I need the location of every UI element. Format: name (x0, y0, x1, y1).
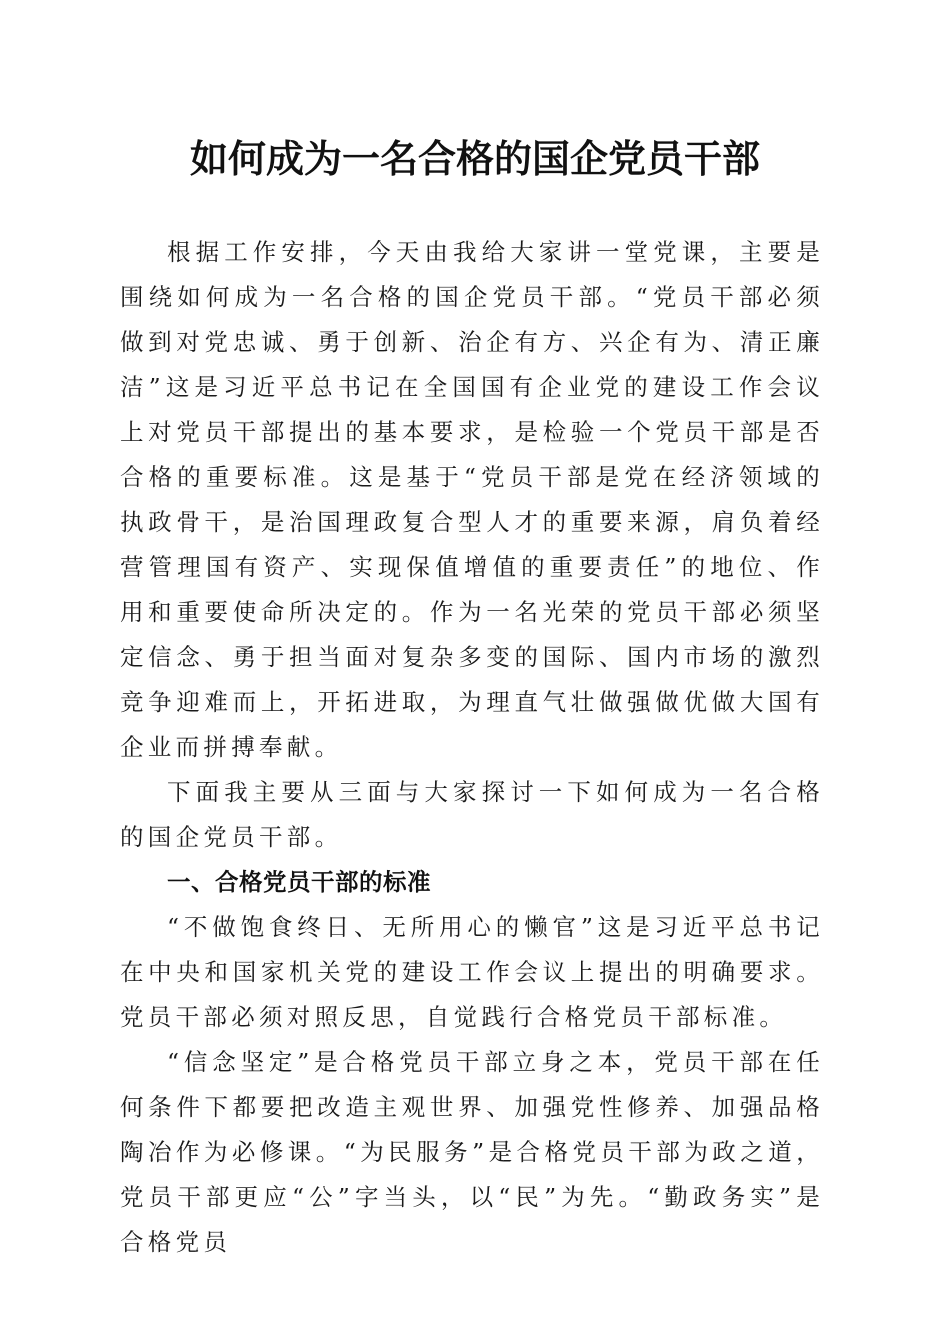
document-body (120, 230, 824, 1265)
document-title: 如何成为一名合格的国企党员干部 (189, 136, 760, 181)
paragraph-standard-quote: “不做饱食终日、无所用心的懒官”这是习近平总书记在中央和国家机关党的建设工作会议上提出的明确要求。党员干部必须对照反思，自觉践行合格党员干部标准。 (120, 913, 824, 1031)
section-heading-1: 一、合格党员干部的标准 (167, 868, 431, 896)
paragraph-standards-detail: “信念坚定”是合格党员干部立身之本，党员干部在任何条件下都要把改造主观世界、加强党性修养、加强品格陶冶作为必修课。“为民服务”是合格党员干部为政之道，党员干部更应“公”字当头，以“民”为先。“勤政务实”是合格党员 (120, 1048, 824, 1256)
paragraph-intro: 根据工作安排，今天由我给大家讲一堂党课，主要是围绕如何成为一名合格的国企党员干部。“党员干部必须做到对党忠诚、勇于创新、治企有方、兴企有为、清正廉洁”这是习近平总书记在全国国有企业党的建设工作会议上对党员干部提出的基本要求，是检验一个党员干部是否合格的重要标准。这是基于“党员干部是党在经济领域的执政骨干，是治国理政复合型人才的重要来源，肩负着经营管理国有资产、实现保值增值的重要责任”的地位、作用和重要使命所决定的。作为一名光荣的党员干部必须坚定信念、勇于担当面对复杂多变的国际、国内市场的激烈竞争迎难而上，开拓进取，为理直气壮做强做优做大国有企业而拼搏奉献。 (120, 238, 824, 761)
paragraph-outline: 下面我主要从三面与大家探讨一下如何成为一名合格的国企党员干部。 (120, 778, 824, 851)
